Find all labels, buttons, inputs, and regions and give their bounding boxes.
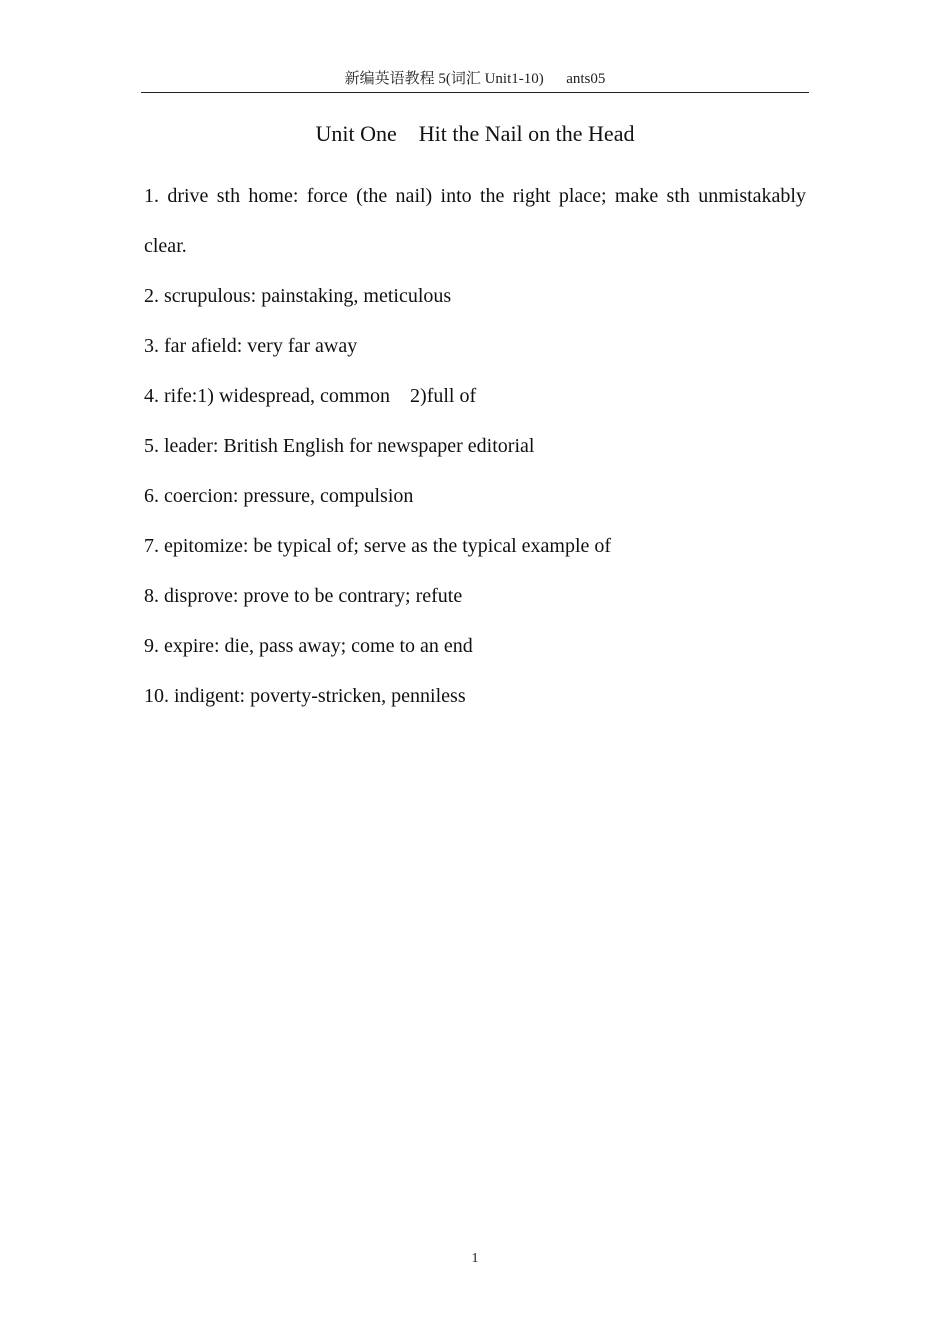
vocabulary-entry: 2. scrupulous: painstaking, meticulous [144, 285, 452, 307]
vocabulary-entry: 4. rife:1) widespread, common 2)full of [144, 385, 477, 407]
vocabulary-list [144, 171, 811, 721]
unit-title: Unit One Hit the Nail on the Head [315, 121, 635, 146]
vocabulary-entry: 10. indigent: poverty-stricken, penniless [144, 685, 466, 707]
page-header [141, 68, 809, 93]
vocabulary-entry: 8. disprove: prove to be contrary; refute [144, 585, 463, 607]
vocabulary-entry: 3. far afield: very far away [144, 335, 358, 357]
vocabulary-entry: 7. epitomize: be typical of; serve as the typical example of [144, 535, 612, 557]
header-text: 新编英语教程 5(词汇 Unit1-10) ants05 [344, 71, 606, 87]
vocabulary-entry: 1. drive sth home: force (the nail) into the right place; make sth unmistakably clear. [144, 185, 811, 257]
vocabulary-entry: 6. coercion: pressure, compulsion [144, 485, 414, 507]
vocabulary-entry: 9. expire: die, pass away; come to an end [144, 635, 473, 657]
vocabulary-entry: 5. leader: British English for newspaper editorial [144, 435, 535, 457]
page-number: 1 [471, 1251, 479, 1266]
